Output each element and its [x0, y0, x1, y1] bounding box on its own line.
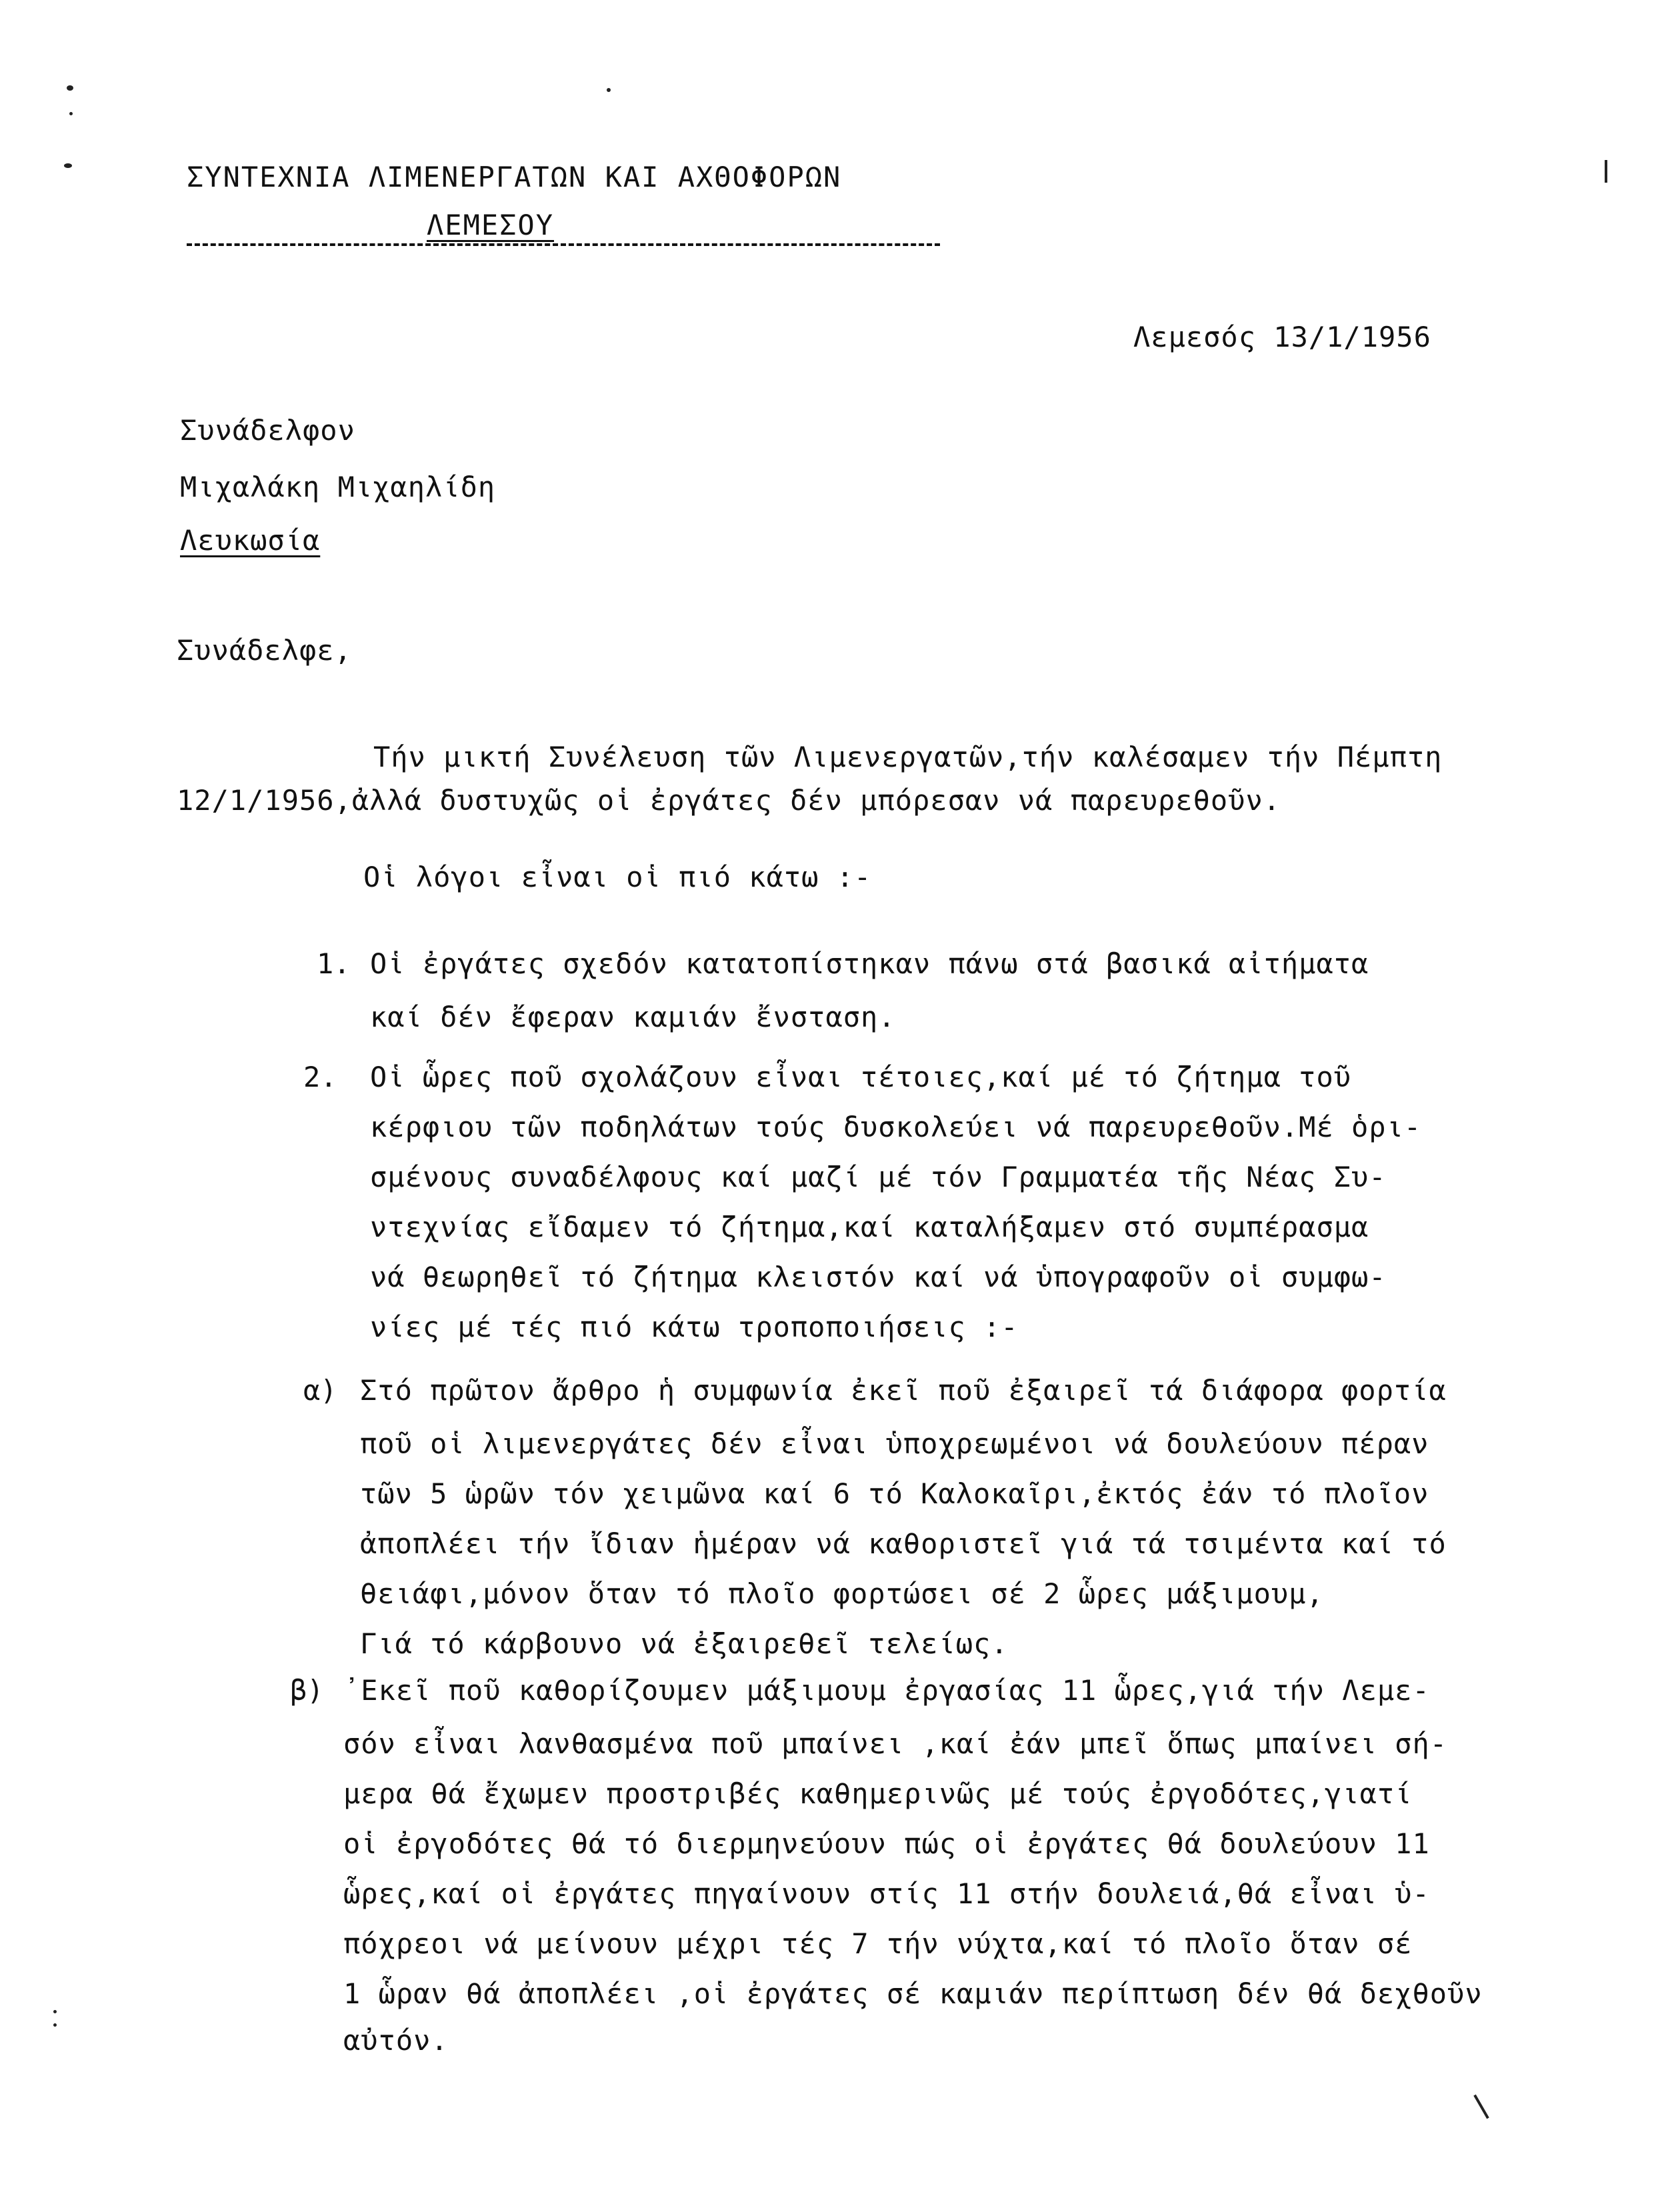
item-line: κέρφιου τῶν ποδηλάτων τούς δυσκολεύει νά παρευρεθοῦν.Μέ ὁρι- [370, 1111, 1422, 1143]
scan-speck [64, 163, 72, 168]
item-label: α) [303, 1374, 337, 1407]
item-line: τῶν 5 ὡρῶν τόν χειμῶνα καί 6 τό Καλοκαῖρι,ἐκτός ἐάν τό πλοῖον [360, 1477, 1429, 1510]
scan-speck [607, 88, 611, 92]
item-line: ἀποπλέει τήν ἴδιαν ἡμέραν νά καθοριστεῖ γιά τά τσιμέντα καί τό [360, 1527, 1447, 1560]
intro-line: 12/1/1956,ἀλλά δυστυχῶς οἱ ἐργάτες δέν μπόρεσαν νά παρευρεθοῦν. [177, 784, 1281, 817]
item-line: αὐτόν. [343, 2024, 449, 2057]
item-line: οἱ ἐργοδότες θά τό διερμηνεύουν πώς οἱ ἐργάτες θά δουλεύουν 11 [343, 1827, 1430, 1860]
recipient-city: Λευκωσία [180, 524, 321, 557]
date-line: Λεμεσός 13/1/1956 [1133, 321, 1431, 353]
item-line: 1 ὧραν θά ἀποπλέει ,οἱ ἐργάτες σέ καμιάν περίπτωση δέν θά δεχθοῦν [343, 1977, 1483, 2010]
item-line: Γιά τό κάρβουνο νά ἐξαιρεθεῖ τελείως. [360, 1627, 1009, 1660]
item-line: νίες μέ τές πιό κάτω τροποποιήσεις :- [370, 1311, 1019, 1343]
scan-speck [69, 112, 73, 115]
scan-mark [1473, 2095, 1489, 2119]
item-label: β) [290, 1674, 324, 1707]
letterhead-dashed-rule [187, 243, 940, 246]
scan-mark [1605, 160, 1607, 183]
scan-speck [53, 2023, 57, 2027]
item-line: Στό πρῶτον ἄρθρο ἡ συμφωνία ἐκεῖ ποῦ ἐξαιρεῖ τά διάφορα φορτία [360, 1374, 1447, 1407]
item-line: πόχρεοι νά μείνουν μέχρι τές 7 τήν νύχτα,καί τό πλοῖο ὅταν σέ [343, 1927, 1413, 1960]
organization-city: ΛΕΜΕΣΟΥ [427, 209, 555, 241]
item-line: Οἱ ὧρες ποῦ σχολάζουν εἶναι τέτοιες,καί μέ τό ζήτημα τοῦ [370, 1061, 1352, 1093]
scan-speck [67, 85, 73, 91]
item-line: ποῦ οἱ λιμενεργάτες δέν εἶναι ὑποχρεωμένοι νά δουλεύουν πέραν [360, 1427, 1429, 1460]
recipient-title: Συνάδελφον [180, 414, 355, 447]
item-line: θειάφι,μόνον ὅταν τό πλοῖο φορτώσει σέ 2 ὧρες μάξιμουμ, [360, 1577, 1324, 1610]
recipient-name: Μιχαλάκη Μιχαηλίδη [180, 471, 496, 503]
item-line: νά θεωρηθεῖ τό ζήτημα κλειστόν καί νά ὑπογραφοῦν οἱ συμφω- [370, 1261, 1387, 1293]
organization-name: ΣΥΝΤΕΧΝΙΑ ΛΙΜΕΝΕΡΓΑΤΩΝ ΚΑΙ ΑΧΘΟΦΟΡΩΝ [187, 161, 842, 193]
item-number: 2. [303, 1061, 337, 1093]
intro-line: Τήν μικτή Συνέλευση τῶν Λιμενεργατῶν,τήν καλέσαμεν τήν Πέμπτη [373, 741, 1443, 773]
greeting: Συνάδελφε, [177, 634, 352, 667]
item-number: 1. [317, 947, 351, 980]
item-line: σμένους συναδέλφους καί μαζί μέ τόν Γραμματέα τῆς Νέας Συ- [370, 1161, 1387, 1193]
item-line: σόν εἶναι λανθασμένα ποῦ μπαίνει ,καί ἐάν μπεῖ ὅπως μπαίνει σή- [343, 1727, 1448, 1760]
item-line: καί δέν ἔφεραν καμιάν ἔνσταση. [370, 1001, 896, 1033]
item-line: ᾿Εκεῖ ποῦ καθορίζουμεν μάξιμουμ ἐργασίας 11 ὧρες,γιά τήν Λεμε- [343, 1674, 1430, 1707]
reasons-intro: Οἱ λόγοι εἶναι οἱ πιό κάτω :- [363, 861, 872, 893]
item-line: ὧρες,καί οἱ ἐργάτες πηγαίνουν στίς 11 στήν δουλειά,θά εἶναι ὑ- [343, 1877, 1430, 1910]
item-line: μερα θά ἔχωμεν προστριβές καθημερινῶς μέ τούς ἐργοδότες,γιατί [343, 1777, 1413, 1810]
item-line: ντεχνίας εἴδαμεν τό ζήτημα,καί καταλήξαμεν στό συμπέρασμα [370, 1211, 1369, 1243]
scan-speck [53, 2010, 57, 2013]
item-line: Οἱ ἐργάτες σχεδόν κατατοπίστηκαν πάνω στά βασικά αἰτήματα [370, 947, 1369, 980]
